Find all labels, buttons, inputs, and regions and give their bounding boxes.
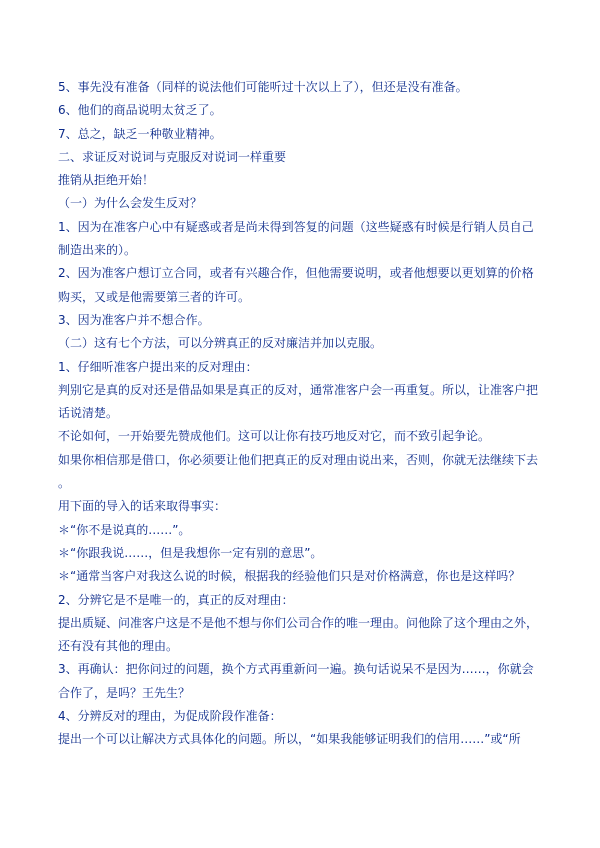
paragraph-line: 6、他们的商品说明太贫乏了。 — [58, 103, 222, 118]
paragraph-line: 1、因为在准客户心中有疑惑或者是尚未得到答复的问题（这些疑惑有时候是行销人员自己 — [58, 219, 534, 234]
paragraph-line: 2、分辨它是不是唯一的，真正的反对理由： — [58, 592, 294, 607]
paragraph-line: 判别它是真的反对还是借品如果是真正的反对，通常准客户会一再重复。所以，让准客户把 — [58, 382, 539, 397]
document-body — [58, 76, 548, 752]
paragraph-line: 5、事先没有准备（同样的说法他们可能听过十次以上了），但还是没有准备。 — [58, 80, 468, 94]
paragraph-line: 合作了，是吗？王先生？ — [58, 685, 191, 700]
paragraph-line: 。 — [58, 476, 71, 491]
subsection-heading: （一）为什么会发生反对？ — [58, 196, 203, 211]
paragraph-line: 话说清楚。 — [58, 406, 119, 421]
paragraph-line: 购买，又或是他需要第三者的许可。 — [58, 289, 251, 304]
quote-line: ＊“你不是说真的……”。 — [58, 522, 191, 537]
quote-line: ＊“通常当客户对我这么说的时候，根据我的经验他们只是对价格满意，你也是这样吗？ — [58, 569, 521, 584]
paragraph-line: 2、因为准客户想订立合同，或者有兴趣合作，但他需要说明，或者他想要以更划算的价格 — [58, 266, 534, 281]
paragraph-line: 1、仔细听准客户提出来的反对理由： — [58, 359, 258, 374]
paragraph-line: 3、再确认：把你问过的问题，换个方式再重新问一遍。换句话说呆不是因为……，你就会 — [58, 662, 534, 677]
paragraph-line: 4、分辨反对的理由，为促成阶段作准备： — [58, 709, 282, 724]
paragraph-line: 还有没有其他的理由。 — [58, 639, 179, 654]
paragraph-line: 不论如何，一开始要先赞成他们。这可以让你有技巧地反对它，而不致引起争论。 — [58, 429, 491, 444]
section-heading: 二、求证反对说词与克服反对说词一样重要 — [58, 149, 287, 164]
paragraph-line: 3、因为准客户并不想合作。 — [58, 312, 210, 327]
paragraph-line: 制造出来的）。 — [58, 243, 137, 258]
paragraph-line: 如果你相信那是借口，你必须要让他们把真正的反对理由说出来，否则，你就无法继续下去 — [58, 452, 539, 467]
subsection-heading: （二）这有七个方法，可以分辨真正的反对廉洁并加以克服。 — [58, 336, 383, 351]
paragraph-line: 推销从拒绝开始！ — [58, 173, 155, 188]
paragraph-line: 提出质疑、问准客户这是不是他不想与你们公司合作的唯一理由。问他除了这个理由之外， — [58, 615, 539, 630]
paragraph-line: 用下面的导入的话来取得事实： — [58, 499, 227, 514]
paragraph-line: 提出一个可以让解决方式具体化的问题。所以，“如果我能够证明我们的信用……”或“所 — [58, 732, 521, 747]
quote-line: ＊“你跟我说……，但是我想你一定有别的意思”。 — [58, 545, 323, 560]
paragraph-line: 7、总之，缺乏一种敬业精神。 — [58, 126, 222, 141]
